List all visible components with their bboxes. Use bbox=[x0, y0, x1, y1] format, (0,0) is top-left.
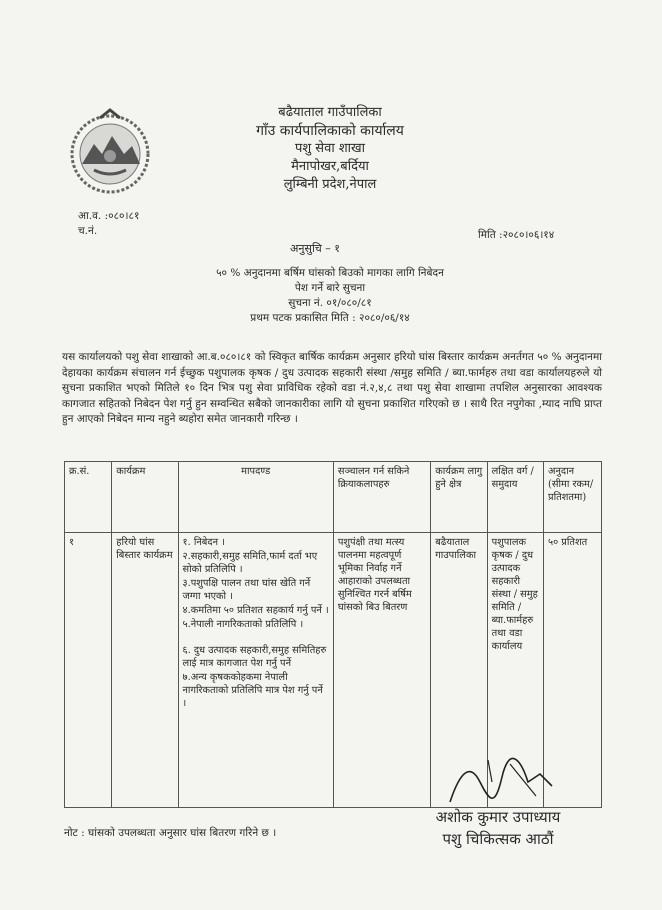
list-item: ७.अन्य कृषककोहकमा नेपाली नागरिकताको प्रतिलिपि मात्र पेश गर्नु पर्ने । bbox=[182, 672, 323, 709]
branch-name: पशु सेवा शाखा bbox=[294, 141, 366, 156]
signatory bbox=[418, 806, 578, 850]
header-activities: सञ्चालन गर्न सकिने क्रियाकलापहरु bbox=[333, 462, 430, 533]
notice-title bbox=[120, 266, 540, 326]
cell-sn: १ bbox=[65, 533, 112, 808]
cell-subsidy: ५० प्रतिशत bbox=[544, 533, 602, 808]
government-emblem-icon bbox=[64, 108, 156, 196]
cell-area: बढैयाताल गाउपालिका bbox=[431, 533, 487, 808]
municipality-name: बढैयाताल गाउँपालिका bbox=[278, 105, 382, 120]
header-program: कार्यक्रम bbox=[112, 462, 178, 533]
published-date: प्रथम पटक प्रकासित मिति : २०८०/०६/१४ bbox=[250, 312, 410, 324]
cell-target: पशुपालक कृषक / दुध उत्पादक सहकारी संस्था / समुह समिति / ब्या.फार्महरु तथा वडा कार्यालय bbox=[487, 533, 543, 808]
list-item: २.सहकारी,समुह समिति,फार्म दर्ता भए सोको प्रतिलिपि । bbox=[182, 551, 318, 575]
list-item: ३.पशुपक्षि पालन तथा घांस खेति गर्ने जग्गा भएको । bbox=[182, 578, 311, 602]
header-target: लक्षित वर्ग / समुदाय bbox=[487, 462, 543, 533]
list-item: ६. दुध उत्पादक सहकारी,समुह समितिहरु लाई मात्र कागजात पेश गर्नु पर्ने bbox=[182, 645, 327, 669]
notice-title-line2: पेश गर्ने बारे सुचना bbox=[294, 282, 366, 294]
header-subsidy: अनुदान (सीमा रकम/प्रतिशतमा) bbox=[544, 462, 602, 533]
footnote: नोट : घांसको उपलब्धता अनुसार घांस बितरण गरिने छ । bbox=[64, 827, 277, 839]
list-item: ५.नेपाली नागरिकताको प्रतिलिपि । bbox=[182, 619, 304, 630]
office-name: गाँउ कार्यपालिकाको कार्यालय bbox=[256, 123, 404, 139]
schedule-label: अनुसुचि – १ bbox=[290, 242, 340, 255]
cell-criteria bbox=[178, 533, 333, 808]
list-item: १. निबेदन । bbox=[182, 537, 225, 548]
document-date: मिति :२०८०।०६।१४ bbox=[478, 229, 555, 241]
cell-activities: पशुपंक्षी तथा मत्स्य पालनमा महत्वपूर्ण भूमिका निर्वाह गर्ने आहाराको उपलब्धता सुनिश्चित गरर्न बर्षिम घांसको बिउ बितरण bbox=[333, 533, 430, 808]
list-item: ४.कमतिमा ५० प्रतिशत सहकार्य गर्नु पर्ने । bbox=[182, 605, 329, 616]
header-sn: क्र.सं. bbox=[65, 462, 112, 533]
signatory-title: पशु चिकित्सक आठौं bbox=[442, 830, 554, 848]
office-province: लुम्बिनी प्रदेश,नेपाल bbox=[283, 177, 377, 192]
notice-number: सुचना नं. ०१/०८०/८१ bbox=[288, 297, 372, 309]
handwritten-signature-icon bbox=[440, 752, 570, 814]
cell-program: हरियो घांस बिस्तार कार्यक्रम bbox=[112, 533, 178, 808]
header-criteria: मापदण्ड bbox=[178, 462, 333, 533]
reference-number: च.नं. bbox=[78, 225, 98, 237]
notice-body: यस कार्यालयको पशु सेवा शाखाको आ.ब.०८०।८१ को स्विकृत बार्षिक कार्यक्रम अनुसार हरियो घांस बिस्तार कार्यक्रम अनर्तगत ५० % अनुदानमा देहायका कार्यक्रम संचालन गर्न ईच्छुक पशुपालक कृषक / दुध उत्पादक सहकारी संस्था /समुह समिति / ब्या.फार्महरु तथा वडा कार्यालयहरुले यो सुचना प्रकाशित भएको मितिले १० दिन भित्र पशु सेवा प्राविधिक रहेको वडा नं.२,४,८ तथा पशु सेवा शाखामा तपशिल अनुसारका आवश्यक कागजात सहितको निबेदन पेश गर्नु हुन सम्वन्धित सबैको जानकारीका लागि यो सुचना प्रकाशित गरिएको छ । साथै रित नपुगेका ,म्याद नाघि प्राप्त हुन आएको निबेदन मान्य नहुने ब्यहोरा समेत जानकारी गरिन्छ । bbox=[62, 351, 602, 426]
office-header bbox=[200, 104, 460, 194]
criteria-list bbox=[183, 536, 329, 710]
notice-title-line1: ५० % अनुदानमा बर्षिम घांसको बिउको मागका लागि निबेदन bbox=[216, 267, 444, 279]
signatory-name: अशोक कुमार उपाध्याय bbox=[435, 808, 561, 826]
fiscal-year: आ.व. :०८०।८१ bbox=[78, 210, 140, 222]
table-header-row bbox=[65, 462, 602, 533]
header-area: कार्यक्रम लागु हुने क्षेत्र bbox=[431, 462, 487, 533]
office-location: मैनापोखर,बर्दिया bbox=[291, 159, 369, 174]
